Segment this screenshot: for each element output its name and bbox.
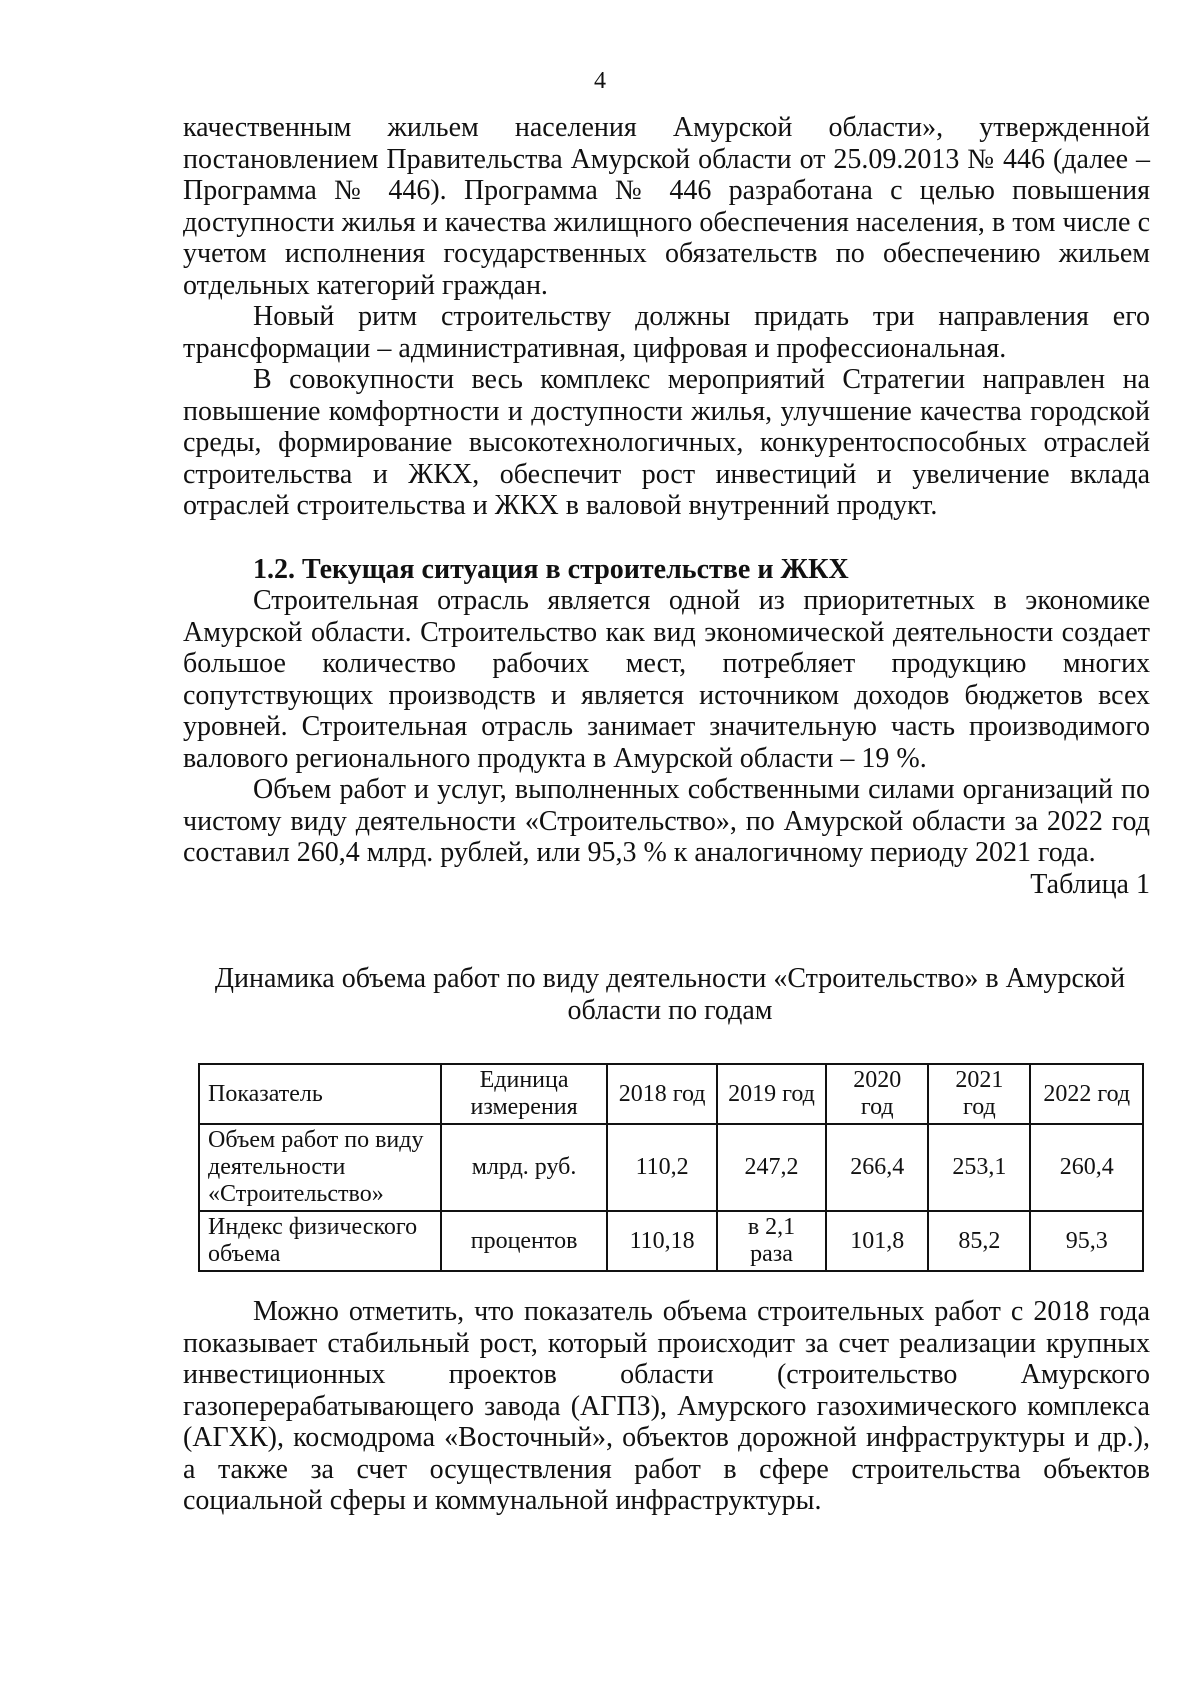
data-table [198,1063,1144,1272]
intro-paragraph-2: Новый ритм строительству должны придать три направления его трансформации – административная, цифровая и профессиональная. [183,301,1150,364]
header-cell-unit: Единица измерения [441,1064,608,1124]
table-title: Динамика объема работ по виду деятельности «Строительство» в Амурской области по годам [214,963,1126,1026]
table-cell-2018: 110,2 [607,1124,716,1211]
intro-paragraph-3: В совокупности весь комплекс мероприятий Стратегии направлен на повышение комфортности и доступности жилья, улучшение качества городской среды, формирование высокотехнологичных, конкурентоспособных отраслей строительства и ЖКХ, обеспечит рост инвестиций и увеличение вклада отраслей строительства и ЖКХ в валовой внутренний продукт. [183,364,1150,521]
table-cell-2022: 260,4 [1030,1124,1143,1211]
header-cell-2020: 2020 год [826,1064,928,1124]
table-cell-2020: 266,4 [826,1124,928,1211]
section-paragraph-2: Объем работ и услуг, выполненных собственными силами организаций по чистому виду деятельности «Строительство», по Амурской области за 2022 год составил 260,4 млрд. рублей, или 95,3 % к аналогичному периоду 2021 года. [183,774,1150,868]
table-row [199,1211,1143,1271]
table-cell-unit: млрд. руб. [441,1124,608,1211]
table-cell-indicator: Индекс физического объема [199,1211,441,1271]
table-cell-2021: 253,1 [928,1124,1030,1211]
table-cell-2019: 247,2 [717,1124,826,1211]
intro-section [183,112,1150,900]
header-cell-2022: 2022 год [1030,1064,1143,1124]
table-cell-2019: в 2,1 раза [717,1211,826,1271]
closing-paragraph: Можно отметить, что показатель объема строительных работ с 2018 года показывает стабильный рост, который происходит за счет реализации крупных инвестиционных проектов области (строительство Амурского газоперерабатывающего завода (АГПЗ), Амурского газохимического комплекса (АГХК), космодрома «Восточный», объектов дорожной инфраструктуры и др.), а также за счет осуществления работ в сфере строительства объектов социальной сферы и коммунальной инфраструктуры. [183,1296,1150,1516]
table-title-block [200,963,1140,1026]
header-cell-indicator: Показатель [199,1064,441,1124]
table-cell-2020: 101,8 [826,1211,928,1271]
header-cell-2019: 2019 год [717,1064,826,1124]
section-heading: 1.2. Текущая ситуация в строительстве и ЖКХ [253,553,849,585]
table-header-row [199,1064,1143,1124]
closing-section [183,1296,1150,1517]
section-paragraph-1: Строительная отрасль является одной из приоритетных в экономике Амурской области. Строительство как вид экономической деятельности создает большое количество рабочих мест, потребляет продукцию многих сопутствующих производств и является источником доходов бюджетов всех уровней. Строительная отрасль занимает значительную часть производимого валового регионального продукта в Амурской области – 19 %. [183,585,1150,774]
page-number: 4 [594,68,606,94]
header-cell-2018: 2018 год [607,1064,716,1124]
table-cell-unit: процентов [441,1211,608,1271]
header-cell-2021: 2021 год [928,1064,1030,1124]
table-cell-2018: 110,18 [607,1211,716,1271]
table-row [199,1124,1143,1211]
table-cell-indicator: Объем работ по виду деятельности «Строительство» [199,1124,441,1211]
table-cell-2021: 85,2 [928,1211,1030,1271]
table-label: Таблица 1 [1030,868,1150,900]
table-cell-2022: 95,3 [1030,1211,1143,1271]
intro-paragraph-1: качественным жильем населения Амурской области», утвержденной постановлением Правительства Амурской области от 25.09.2013 № 446 (далее – Программа № 446). Программа № 446 разработана с целью повышения доступности жилья и качества жилищного обеспечения населения, в том числе с учетом исполнения государственных обязательств по обеспечению жильем отдельных категорий граждан. [183,112,1150,301]
